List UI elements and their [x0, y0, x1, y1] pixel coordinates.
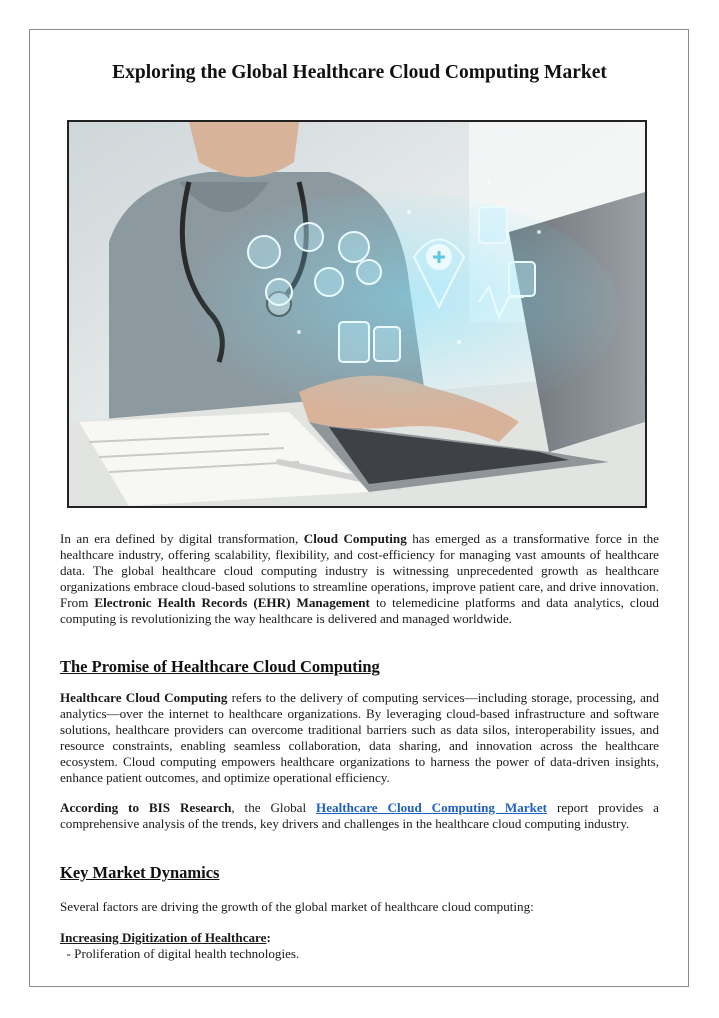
intro-text-3: to telemedicine platforms and data analytics, cloud computing is revolutionizing the way healthcare is delivered and managed worldwide.	[60, 594, 659, 626]
promise-paragraph	[60, 690, 659, 785]
intro-bold-ehr: Electronic Health Records (EHR) Management	[94, 594, 370, 610]
bis-text-1: , the Global	[231, 800, 317, 815]
digitization-colon: :	[266, 930, 271, 945]
dynamics-intro: Several factors are driving the growth of the global market of healthcare cloud computing:	[60, 899, 534, 914]
bullet-item: - Proliferation of digital health technologies.	[60, 946, 300, 961]
hero-illustration	[69, 122, 645, 506]
section-heading-dynamics: Key Market Dynamics	[60, 863, 220, 882]
section-heading-promise: The Promise of Healthcare Cloud Computing	[60, 657, 380, 676]
document-title: Exploring the Global Healthcare Cloud Computing Market	[112, 62, 607, 83]
bis-paragraph	[60, 800, 659, 832]
promise-text: refers to the delivery of computing services—including storage, processing, and analytics—over the internet to healthcare organizations. By leveraging cloud-based infrastructure and software solutions, healthcare providers can overcome traditional barriers such as data silos, interoperability issues, and resource constraints, enabling seamless collaboration, data sharing, and innovation across the healthcare ecosystem. Cloud computing empowers healthcare organizations to harness the power of data-driven insights, enhance patient outcomes, and optimize operational efficiency.	[60, 690, 659, 785]
bis-bold: According to BIS Research	[60, 800, 232, 815]
market-report-link[interactable]: Healthcare Cloud Computing Market	[316, 800, 548, 815]
digitization-subheading	[60, 930, 659, 946]
digitization-title: Increasing Digitization of Healthcare	[60, 930, 267, 945]
hero-image	[67, 120, 647, 508]
bis-text-2: report provides a comprehensive analysis of the trends, key drivers and challenges in the healthcare cloud computing industry.	[60, 800, 659, 831]
intro-text-2: has emerged as a transformative force in the healthcare industry, offering scalability, flexibility, and cost-efficiency for managing vast amounts of healthcare data. The global healthcare cloud computing industry is witnessing unprecedented growth as healthcare organizations embrace cloud-based solutions to streamline operations, improve patient care, and drive innovation. From	[60, 531, 659, 610]
intro-text-1: In an era defined by digital transformation,	[60, 531, 304, 546]
intro-bold-cloud-computing: Cloud Computing	[303, 531, 407, 546]
promise-bold-term: Healthcare Cloud Computing	[60, 690, 228, 705]
intro-paragraph	[60, 531, 659, 626]
